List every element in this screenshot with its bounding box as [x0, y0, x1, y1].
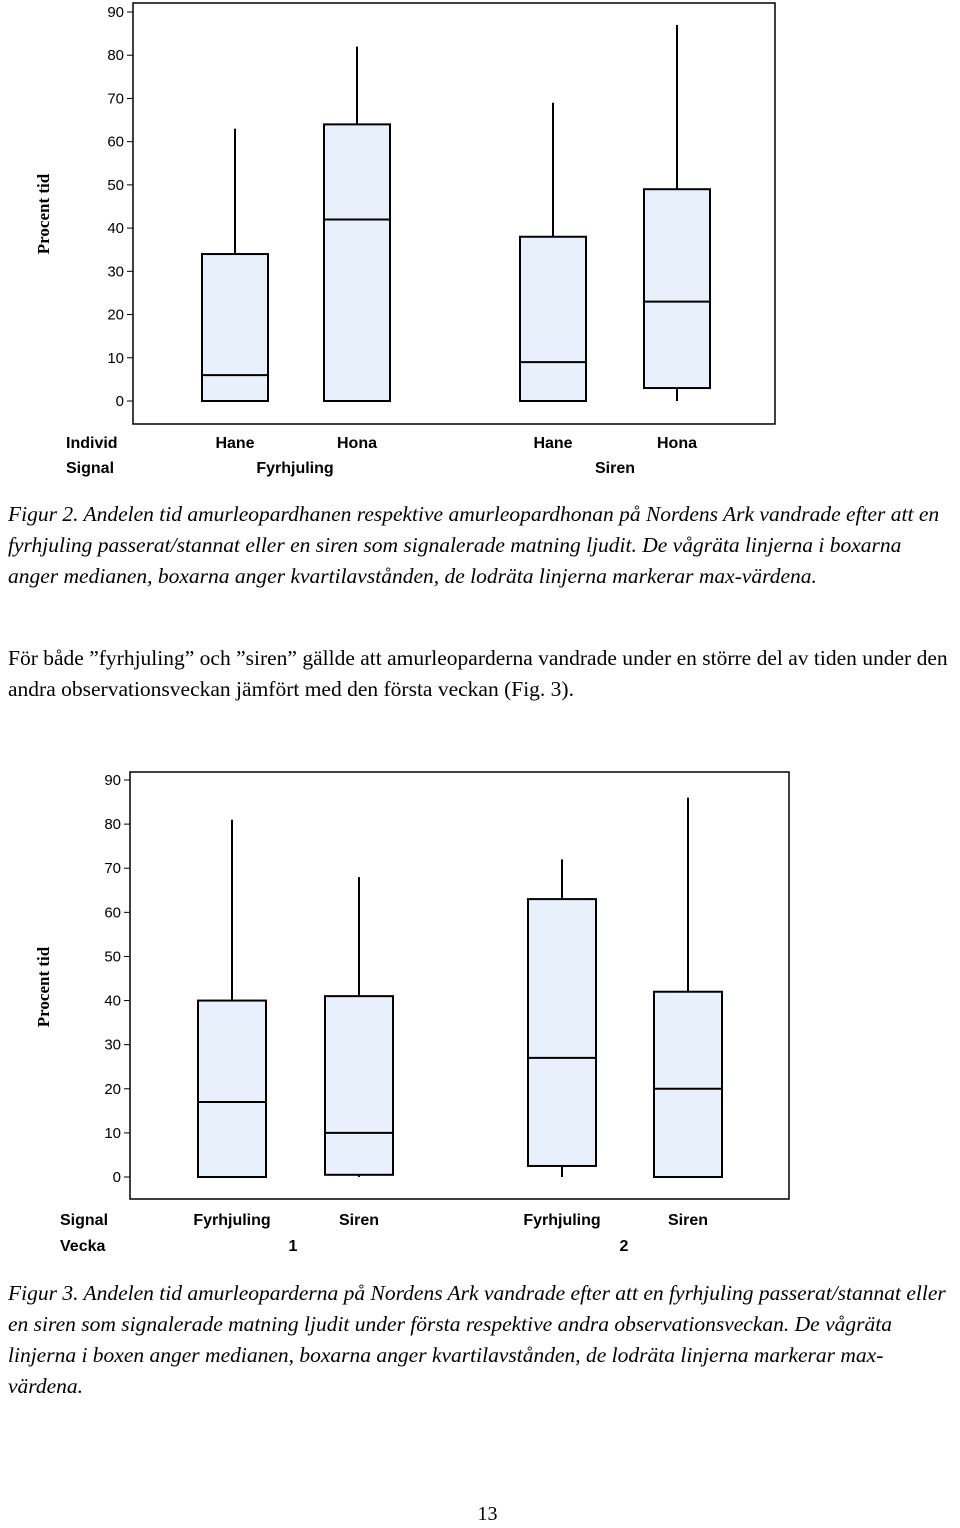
y-tick-label: 70 — [107, 90, 124, 108]
y-axis-label: Procent tid — [34, 946, 53, 1028]
page-number: 13 — [477, 1503, 498, 1525]
category-label: Hona — [657, 435, 697, 452]
y-tick-label: 10 — [107, 349, 124, 367]
group-label: 2 — [619, 1238, 629, 1255]
box-iqr — [325, 996, 393, 1175]
y-tick-label: 90 — [107, 4, 124, 21]
y-tick-label: 80 — [107, 47, 124, 65]
category-label: Siren — [667, 1212, 709, 1229]
figure-3-caption: Figur 3. Andelen tid amurleoparderna på Nordens Ark vandrade efter att en fyrhjuling passerat/stannat eller en siren som signalerade matning ljudit under första respektive andra observationsveckan. De vågräta linjerna i boxen anger medianen, boxarna anger kvartilavstånden, de lodräta linjerna markerar max-värdena. — [8, 1281, 946, 1398]
box-plot-figure-2 — [0, 0, 960, 490]
body-paragraph: För både ”fyrhjuling” och ”siren” gällde att amurleoparderna vandrade under en större del av tiden under den andra observationsveckan jämfört med den första veckan (Fig. 3). — [8, 646, 948, 701]
group-label: 1 — [288, 1238, 298, 1255]
box-iqr — [644, 189, 710, 388]
y-tick-label: 60 — [107, 133, 124, 151]
category-label: Hane — [533, 435, 573, 452]
box-iqr — [198, 1001, 266, 1177]
y-tick-label: 0 — [112, 1169, 121, 1186]
y-tick-label: 90 — [104, 772, 121, 789]
category-label: Fyrhjuling — [523, 1212, 601, 1229]
y-tick-label: 50 — [107, 176, 124, 194]
group-label: Siren — [594, 460, 636, 477]
y-tick-label: 20 — [107, 306, 124, 324]
box-iqr — [520, 237, 586, 401]
row-label-signal: Signal — [60, 1212, 109, 1229]
y-tick-label: 80 — [104, 816, 121, 834]
group-label: Fyrhjuling — [256, 460, 334, 477]
category-label: Siren — [338, 1212, 380, 1229]
box-iqr — [654, 992, 722, 1177]
y-tick-label: 40 — [107, 220, 124, 238]
row-label-individ: Individ — [66, 435, 118, 452]
box-plot-figure-3 — [0, 765, 960, 1260]
y-tick-label: 40 — [104, 992, 121, 1010]
category-label: Hane — [215, 435, 255, 452]
figure-2-caption: Figur 2. Andelen tid amurleopardhanen respektive amurleopardhonan på Nordens Ark vandrade efter att en fyrhjuling passerat/stannat eller en siren som signalerade matning ljudit. De vågräta linjerna i boxarna anger medianen, boxarna anger kvartilavstånden, de lodräta linjerna markerar max-värdena. — [8, 502, 940, 588]
y-tick-label: 30 — [107, 263, 124, 281]
category-label: Fyrhjuling — [193, 1212, 271, 1229]
y-tick-label: 30 — [104, 1036, 121, 1054]
box-iqr — [528, 899, 596, 1166]
y-axis-label: Procent tid — [34, 173, 53, 255]
box-iqr — [202, 254, 268, 401]
y-tick-label: 70 — [104, 860, 121, 878]
y-tick-label: 50 — [104, 948, 121, 966]
y-tick-label: 60 — [104, 904, 121, 922]
category-label: Hona — [337, 435, 377, 452]
box-iqr — [324, 124, 390, 401]
y-tick-label: 0 — [115, 393, 124, 410]
y-tick-label: 10 — [104, 1124, 121, 1142]
row-label-signal: Signal — [66, 460, 115, 477]
y-tick-label: 20 — [104, 1080, 121, 1098]
row-label-vecka: Vecka — [60, 1238, 106, 1255]
